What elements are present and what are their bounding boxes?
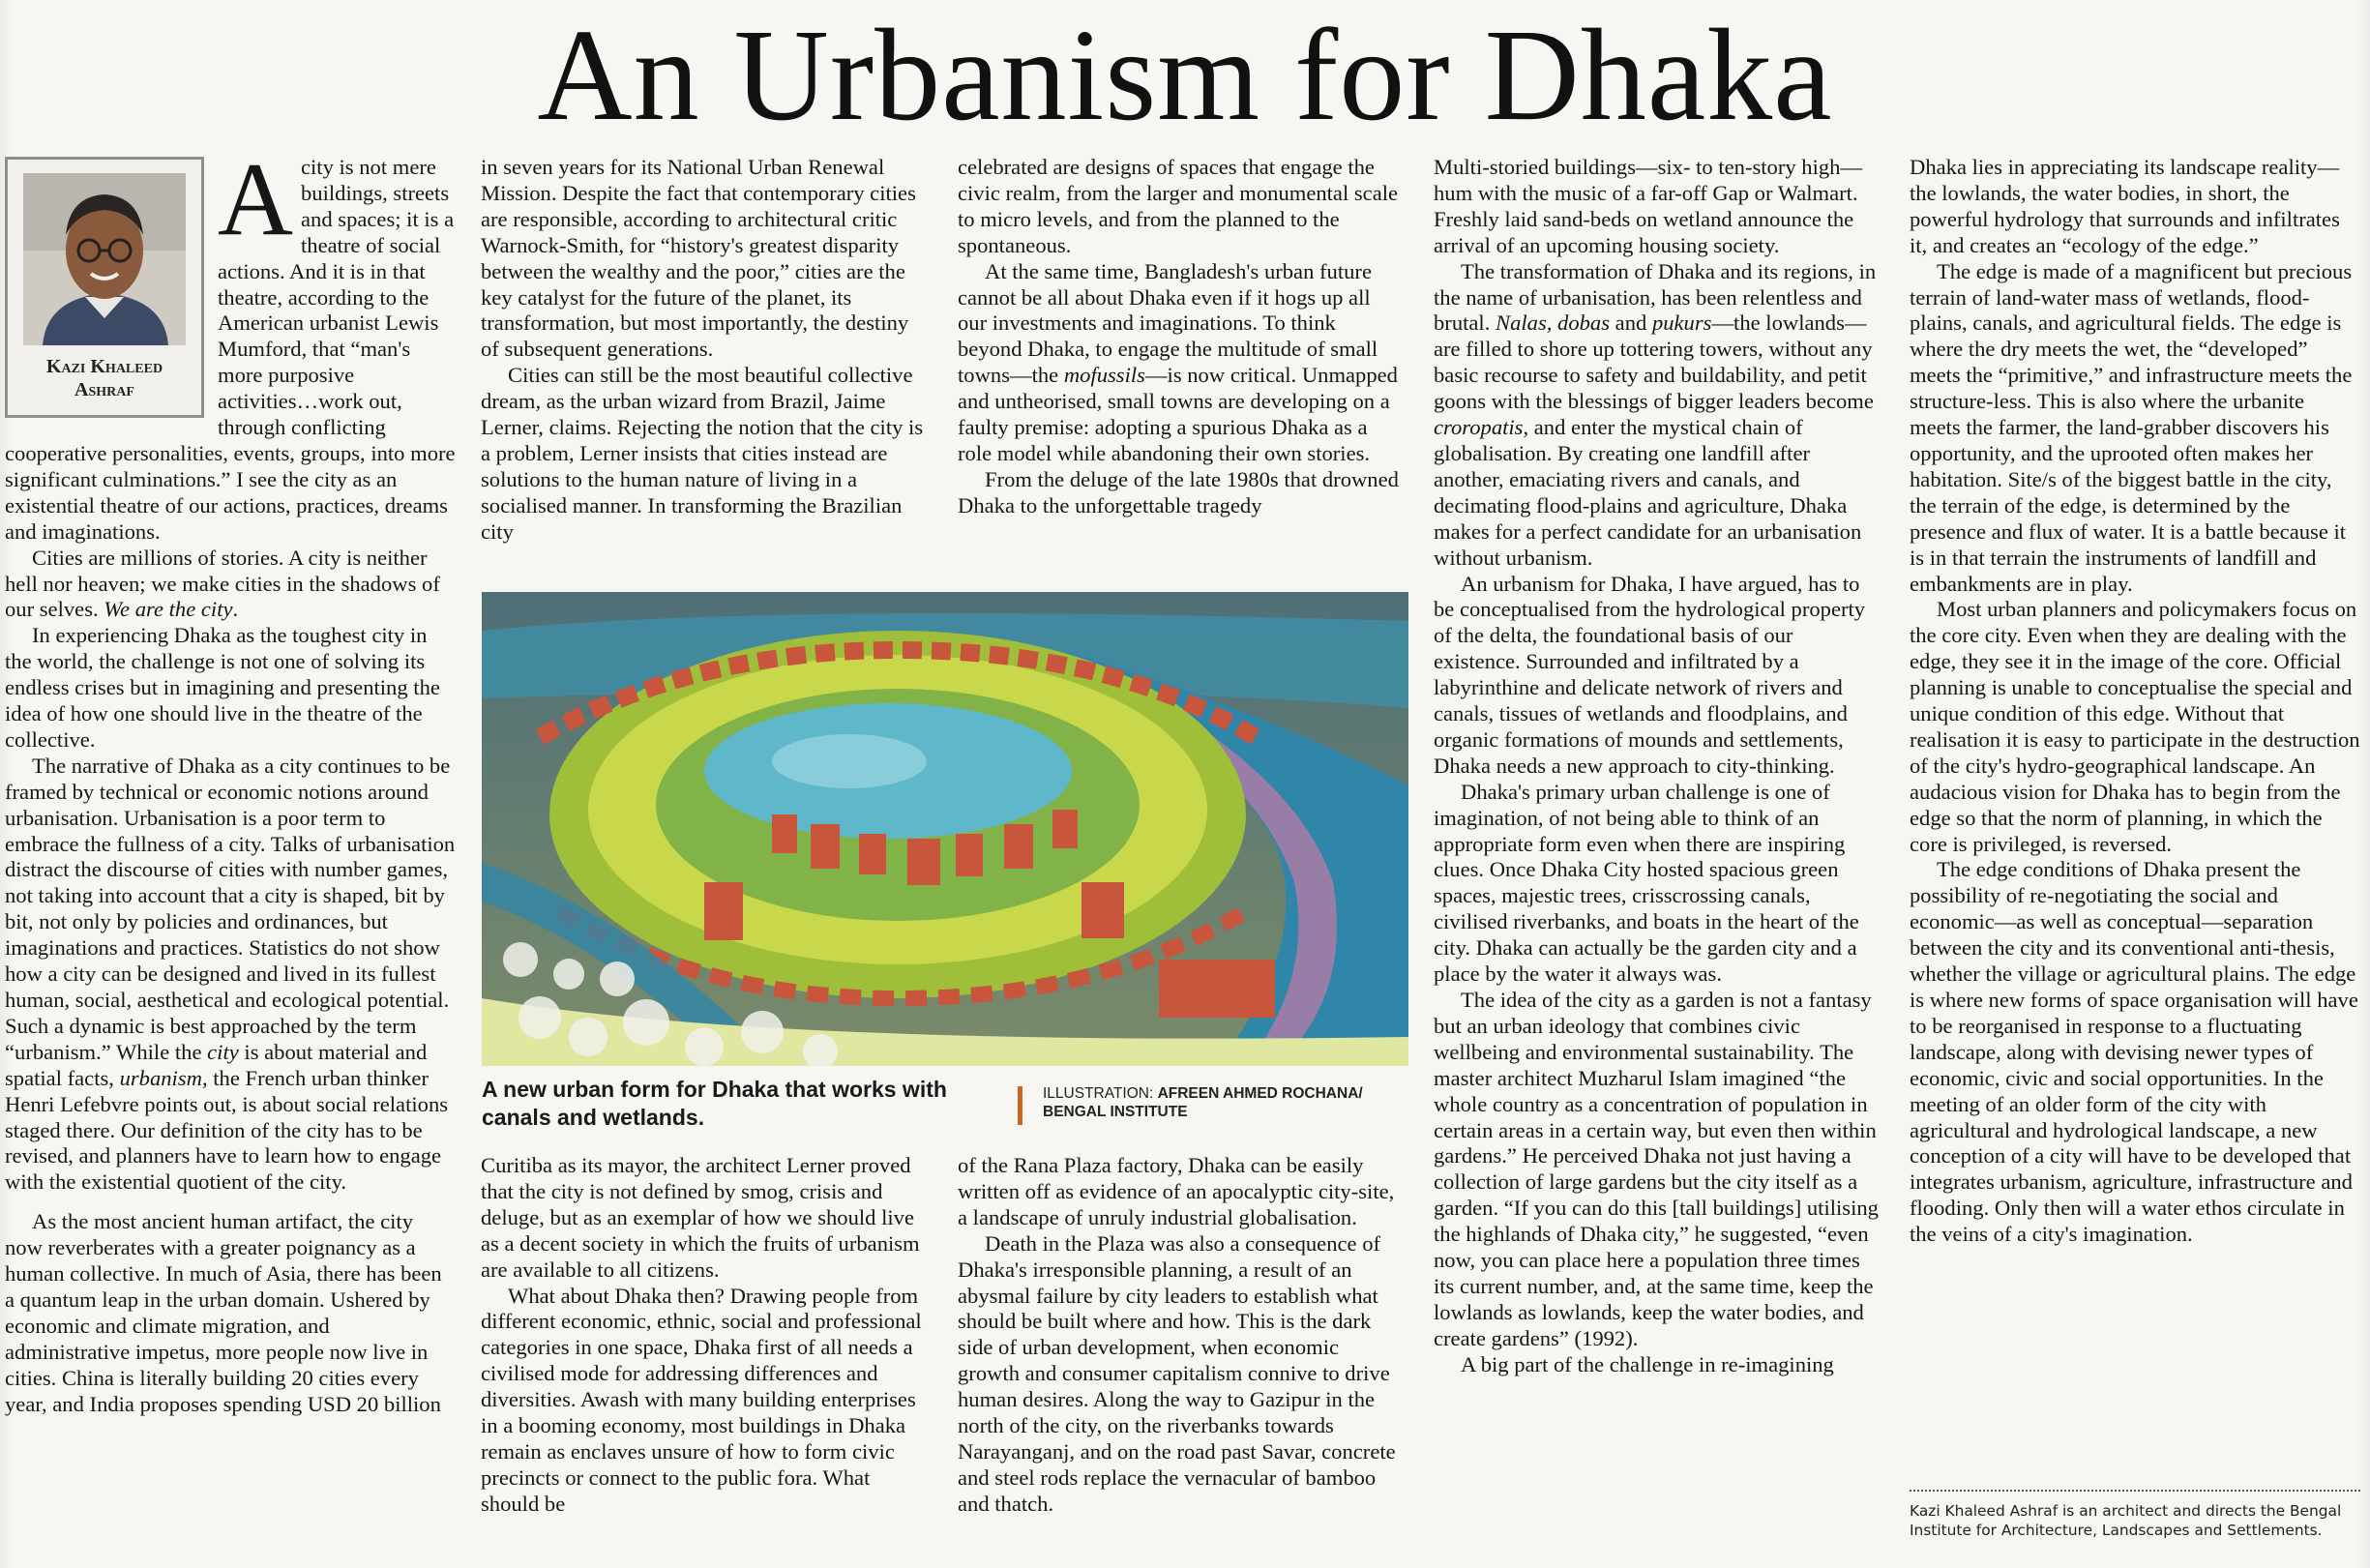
author-name-line1: Kazi Khaleed <box>45 356 163 377</box>
paragraph: of the Rana Plaza factory, Dhaka can be easily written off as evidence of an apocalyptic city-site, a landscape of unruly industrial globalisation. <box>958 1153 1395 1229</box>
paragraph: Most urban planners and policymakers focus on the core city. Even when they are dealing with the edge, they see it in the image of the core. Official planning is unable to conceptualise the special and unique condition of this edge. Without that realisation it is easy to participate in the destruction of the city's hydro-geographical landscape. An audacious vision for Dhaka has to begin from the edge so that the norm of planning, in which the core is privileged, is reversed. <box>1910 597 2360 856</box>
text-run: , and enter the mystical chain of globalisation. By creating one landfill after another, emaciating rivers and canals, and decimating flood-plains and agriculture, Dhaka makes for a perfect candidate for an urbanisation without urbanism. <box>1434 415 1862 570</box>
author-box <box>5 157 204 418</box>
paragraph: in seven years for its National Urban Renewal Mission. Despite the fact that contemporary cities are responsible, according to architectural critic Warnock-Smith, for “history's greatest disparity between the wealthy and the poor,” cities are the key catalyst for the future of the planet, its transformation, but most importantly, the destiny of subsequent generations. <box>481 155 916 362</box>
author-name <box>8 355 201 401</box>
italic-run: pukurs <box>1651 311 1712 336</box>
text-run: —is now critical. Unmapped and untheorised, small towns are developing on a faulty premise: adopting a spurious Dhaka as a role model while abandoning their own stories. <box>958 363 1398 465</box>
author-photo <box>23 173 186 345</box>
article-column-2 <box>481 155 932 590</box>
paragraph-text: city is not mere buildings, streets and spaces; it is a theatre of social actions. And it is in that theatre, according to the American urbanist Lewis Mumford, that “man's more purposive activities…work out, through conflicting cooperative personalities, events, groups, into more significant culminations.” I see the city as an existential theatre of our actions, practices, dreams and imaginations. <box>5 155 456 544</box>
paragraph: Multi-storied buildings—six- to ten-story high—hum with the music of a far-off Gap or Walmart. Freshly laid sand-beds on wetland announce the arrival of an upcoming housing society. <box>1434 155 1863 257</box>
paragraph <box>5 546 456 624</box>
article-column-4 <box>1434 155 1884 1548</box>
illustration <box>482 592 1408 1066</box>
paragraph: The idea of the city as a garden is not a fantasy but an urban ideology that combines civic wellbeing and environmental sustainability. The master architect Muzharul Islam imagined “the whole country as a concentration of population in certain areas in a certain way, but even then within gardens.” He perceived Dhaka not just having a collection of large gardens but the city itself as a garden. “If you can do this [tall buildings] utilising the highlands of Dhaka city,” he suggested, “even now, you can place here a population three times its current number, and, at the same time, keep the lowlands as lowlands, keep the water bodies, and create gardens” (1992). <box>1434 988 1879 1350</box>
credit-prefix: ILLUSTRATION: <box>1043 1085 1158 1102</box>
text-run: and <box>1610 311 1652 336</box>
author-bio: Kazi Khaleed Ashraf is an architect and directs the Bengal Institute for Architecture, Landscapes and Settlements. <box>1910 1502 2342 1539</box>
credit-accent-bar <box>1018 1086 1022 1125</box>
text-run: The narrative of Dhaka as a city continues to be framed by technical or economic notions around urbanisation. Urbanisation is a poor term to embrace the fullness of a city. Talks of urbanisation distract the discourse of cities with number games, not taking into account that a city is shaped, bit by bit, not only by policies and ordinances, but imaginations and practices. Statistics do not show how a city can be designed and lived in its fullest human, social, aesthetical and ecological potential. Such a dynamic is best approached by the term “urbanism.” While the <box>5 753 456 1064</box>
article-column-3 <box>958 155 1405 590</box>
paragraph <box>958 259 1405 467</box>
illustration-credit <box>1018 1084 1408 1121</box>
figure-caption: A new urban form for Dhaka that works with canals and wetlands. <box>482 1077 947 1130</box>
paragraph: Cities can still be the most beautiful collective dream, as the urban wizard from Brazil, Jaime Lerner, claims. Rejecting the notion that the city is a problem, Lerner insists that cities instead are solutions to the human nature of living in a socialised manner. In transforming the Brazilian city <box>481 363 924 544</box>
headline: An Urbanism for Dhaka <box>537 3 1833 148</box>
paragraph: An urbanism for Dhaka, I have argued, has to be conceptualised from the hydrological property of the delta, the foundational basis of our existence. Surrounded and infiltrated by a labyrinthine and delicate network of rivers and canals, tissues of wetlands and floodplains, and organic formations of mounds and settlements, Dhaka needs a new approach to city-thinking. <box>1434 571 1866 778</box>
paragraph <box>5 754 456 1196</box>
author-name-line2: Ashraf <box>74 379 134 400</box>
credit-name: AFREEN AHMED ROCHANA/ BENGAL INSTITUTE <box>1043 1085 1363 1120</box>
article-column-5 <box>1910 155 2360 1412</box>
text-run: . <box>232 597 239 622</box>
paragraph: What about Dhaka then? Drawing people from different economic, ethnic, social and professional categories in one space, Dhaka first of all needs a civilised mode for addressing differences and diversities. Awash with many building enterprises in a booming economy, most buildings in Dhaka remain as enclaves unsure of how to form civic precincts or connect to the public fora. What should be <box>481 1283 922 1516</box>
text-run: The transformation of Dhaka and its regions, in the name of urbanisation, has been relentless and brutal. <box>1434 258 1877 336</box>
text-run: is about material and spatial facts, <box>5 1039 428 1090</box>
italic-run: mofussils <box>1063 363 1145 388</box>
article-column-2-continued <box>481 1153 932 1559</box>
paragraph: Dhaka's primary urban challenge is one of imagination, of not being able to think of an appropriate form even when there are inspiring clues. Once Dhaka City hosted spacious green spaces, majestic trees, crisscrossing canals, civilised riverbanks, and boats in the heart of the city. Dhaka can actually be the garden city and a place by the water it always was. <box>1434 779 1859 987</box>
drop-cap: A <box>218 142 293 257</box>
paragraph: A big part of the challenge in re-imagining <box>1461 1351 1834 1376</box>
paragraph <box>1434 259 1884 572</box>
paragraph: celebrated are designs of spaces that engage the civic realm, from the larger and monumental scale to micro levels, and from the planned to the spontaneous. <box>958 155 1399 257</box>
italic-run: Nalas, dobas <box>1496 311 1611 336</box>
paragraph: In experiencing Dhaka as the toughest city in the world, the challenge is not one of solving its endless crises but in imagining and presenting the idea of how one should live in the theatre of the collective. <box>5 623 440 752</box>
paragraph: From the deluge of the late 1980s that drowned Dhaka to the unforgettable tragedy <box>958 466 1399 518</box>
italic-run: We are the city <box>104 597 233 622</box>
text-run: At the same time, Bangladesh's urban future cannot be all about Dhaka even if it hogs up all our investments and imaginations. To think beyond Dhaka, to engage the multitude of small towns—the <box>958 258 1378 388</box>
paragraph: Dhaka lies in appreciating its landscape reality—the lowlands, the water bodies, in short, the powerful hydrology that surrounds and infiltrates it, and creates an “ecology of the edge.” <box>1910 155 2340 257</box>
italic-run: croropatis <box>1434 415 1524 440</box>
italic-run: urbanism <box>119 1065 202 1090</box>
author-portrait-icon <box>23 173 186 345</box>
article-column-1 <box>5 142 456 1548</box>
bio-divider <box>1910 1490 2360 1492</box>
urban-landscape-illustration <box>482 592 1408 1066</box>
paragraph: The edge is made of a magnificent but precious terrain of land-water mass of wetlands, flood-plains, canals, and agricultural fields. The edge is where the dry meets the wet, the “developed” meets the “primitive,” and infrastructure meets the structure-less. This is also where the urbanite meets the farmer, the land-grabber discovers his opportunity, and the uprooted often makes her habitation. Site/s of the biggest battle in the city, the terrain of the edge, is determined by the presence and flux of water. It is a battle because it is in that terrain the instruments of landfill and embankments are in play. <box>1910 258 2353 596</box>
text-run: , the French urban thinker Henri Lefebvre points out, is about social relations staged there. Our definition of the city has to be revised, and planners have to learn how to engage with the existential quotient of the city. <box>5 1065 449 1195</box>
text-run: Cities are millions of stories. A city is neither hell nor heaven; we make cities in the shadows of our selves. <box>5 545 440 622</box>
paragraph: Curitiba as its mayor, the architect Lerner proved that the city is not defined by smog, crisis and deluge, but as an exemplar of how we should live as a decent society in which the fruits of urbanism are available to all citizens. <box>481 1153 920 1282</box>
text-run: —the lowlands—are filled to shore up tottering towers, without any basic recourse to safety and buildability, and petit goons with the blessings of bigger leaders become <box>1434 311 1874 414</box>
paragraph: The edge conditions of Dhaka present the possibility of re-negotiating the social and economic—as well as conceptual—separation between the city and its conventional anti-thesis, whether the village or agricultural plains. The edge is where new forms of space organisation will have to be reorganised in response to a fluctuating landscape, along with devising newer types of economic, civic and social opportunities. In the meeting of an older form of the city with agricultural and hydrological landscape, a new conception of a city will have to be developed that integrates urbanism, agriculture, infrastructure and flooding. Only then will a water ethos circulate in the veins of a city's imagination. <box>1910 857 2358 1247</box>
article-column-3-continued <box>958 1153 1405 1559</box>
paragraph: As the most ancient human artifact, the city now reverberates with a greater poignancy as a human collective. In much of Asia, there has been a quantum leap in the urban domain. Ushered by economic and climate migration, and administrative impetus, more people now live in cities. China is literally building 20 cities every year, and India proposes spending USD 20 billion <box>5 1209 442 1416</box>
paragraph: Death in the Plaza was also a consequence of Dhaka's irresponsible planning, a result of an abysmal failure by city leaders to establish what should be built where and how. This is the dark side of urban development, when economic growth and consumer capitalism connive to drive human desires. Along the way to Gazipur in the north of the city, on the riverbanks towards Narayanganj, and on the road past Savar, concrete and steel rods replace the vernacular of bamboo and thatch. <box>958 1230 1396 1516</box>
italic-run: city <box>207 1039 239 1064</box>
